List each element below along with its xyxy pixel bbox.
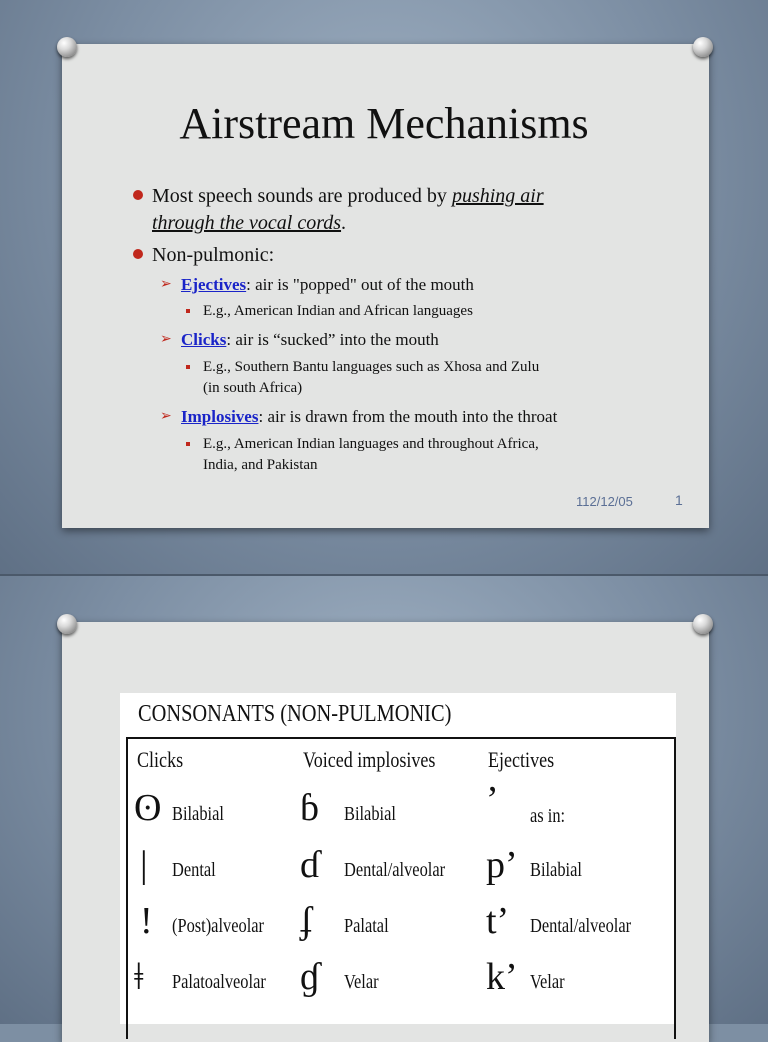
bullet-dot-icon xyxy=(133,190,143,200)
square-bullet-icon xyxy=(186,365,190,369)
ipa-label: Bilabial xyxy=(530,859,582,881)
ipa-label: Palatoalveolar xyxy=(172,971,266,993)
implosives-link[interactable]: Implosives xyxy=(181,407,259,426)
ipa-symbol: p’ xyxy=(486,844,518,886)
ipa-symbol: k’ xyxy=(486,956,518,998)
column-header-clicks: Clicks xyxy=(137,747,184,772)
ipa-symbol: ’ xyxy=(486,779,499,821)
slide-title: Airstream Mechanisms xyxy=(179,99,589,148)
slide-number: 1 xyxy=(675,492,683,508)
clicks-link[interactable]: Clicks xyxy=(181,330,227,349)
page-divider xyxy=(0,574,768,576)
ipa-symbol: t’ xyxy=(486,900,510,942)
ejectives-line: Ejectives: air is "popped" out of the mouth xyxy=(181,275,474,294)
ipa-label: Dental/alveolar xyxy=(344,859,446,881)
arrow-bullet-icon: ➢ xyxy=(160,277,172,292)
ipa-symbol: ǂ xyxy=(134,956,144,998)
ejectives-link[interactable]: Ejectives xyxy=(181,275,247,294)
clicks-line: Clicks: air is “sucked” into the mouth xyxy=(181,330,439,349)
bullet-non-pulmonic: Non-pulmonic: xyxy=(152,244,275,266)
ipa-label: Dental xyxy=(172,859,216,881)
pushpin-icon xyxy=(693,614,713,634)
implosives-example: E.g., American Indian languages and throughout Africa, India, and Pakistan xyxy=(203,436,539,473)
arrow-bullet-icon: ➢ xyxy=(160,332,172,347)
ipa-label: (Post)alveolar xyxy=(172,915,264,937)
ipa-label: Palatal xyxy=(344,915,389,937)
ipa-chart-heading: CONSONANTS (NON-PULMONIC) xyxy=(138,701,452,727)
ipa-label: Velar xyxy=(530,971,565,993)
ipa-symbol: ɓ xyxy=(300,787,319,829)
ipa-label: Dental/alveolar xyxy=(530,915,632,937)
ipa-symbol: | xyxy=(140,844,148,886)
bullet-dot-icon xyxy=(133,249,143,259)
ipa-symbol: ʄ xyxy=(300,900,313,942)
ipa-chart-image xyxy=(120,693,676,1024)
slide-date: 112/12/05 xyxy=(576,494,633,509)
arrow-bullet-icon: ➢ xyxy=(160,409,172,424)
bullet-speech-sounds: Most speech sounds are produced by pushing air through the vocal cords. xyxy=(152,185,544,234)
ipa-symbol: ɗ xyxy=(300,844,319,886)
ejectives-example: E.g., American Indian and African languages xyxy=(203,303,473,319)
ipa-symbol: ʘ xyxy=(134,787,162,829)
pushpin-icon xyxy=(57,37,77,57)
column-header-ejectives: Ejectives xyxy=(488,747,555,772)
ipa-symbol: ɠ xyxy=(300,956,319,998)
ipa-label: Velar xyxy=(344,971,379,993)
square-bullet-icon xyxy=(186,442,190,446)
column-header-implosives: Voiced implosives xyxy=(303,747,436,772)
ipa-symbol: ! xyxy=(140,900,153,942)
ipa-label: as in: xyxy=(530,805,566,827)
implosives-line: Implosives: air is drawn from the mouth into the throat xyxy=(181,407,558,426)
ipa-label: Bilabial xyxy=(172,803,224,825)
ipa-label: Bilabial xyxy=(344,803,396,825)
pushpin-icon xyxy=(57,614,77,634)
pushpin-icon xyxy=(693,37,713,57)
clicks-example: E.g., Southern Bantu languages such as Xhosa and Zulu (in south Africa) xyxy=(203,359,540,396)
square-bullet-icon xyxy=(186,309,190,313)
